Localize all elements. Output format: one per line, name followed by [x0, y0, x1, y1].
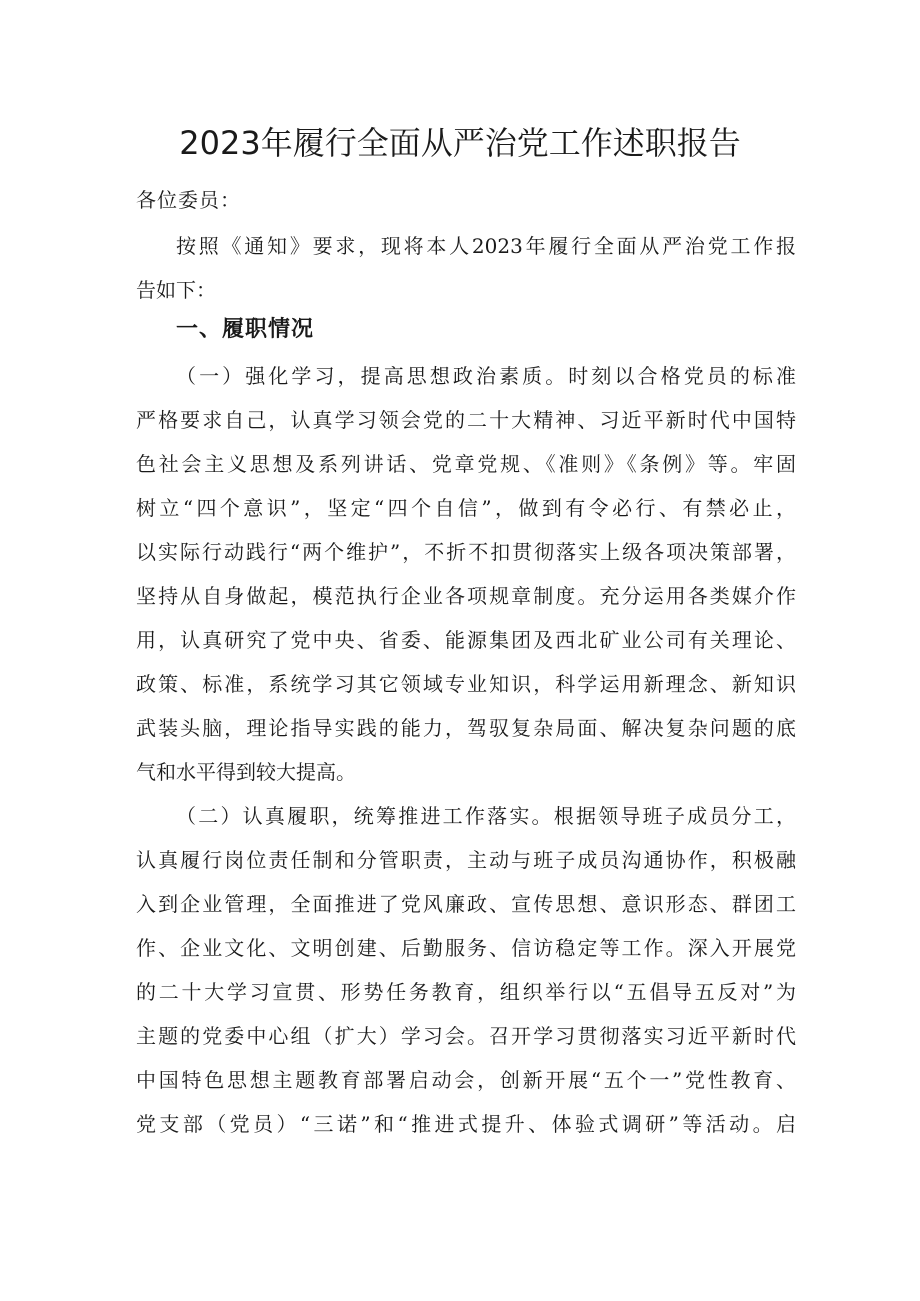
para1-line-1: （一）强化学习，提高思想政治素质。时刻以合格党员的标准 [176, 364, 796, 388]
intro-line-1: 按照《通知》要求，现将本人2023年履行全面从严治党工作报 [176, 234, 796, 258]
para1-line-3: 色社会主义思想及系列讲话、党章党规、《准则》《条例》等。牢固 [136, 452, 796, 476]
para1-line-8: 政策、标准，系统学习其它领域专业知识，科学运用新理念、新知识 [136, 672, 796, 696]
para2-line-1: （二）认真履职，统筹推进工作落实。根据领导班子成员分工， [176, 804, 796, 828]
intro-line-2: 告如下： [136, 278, 216, 302]
para2-line-8: 党支部（党员）“三诺”和“推进式提升、体验式调研”等活动。启 [136, 1112, 796, 1136]
para2-line-3: 入到企业管理，全面推进了党风廉政、宣传思想、意识形态、群团工 [136, 892, 796, 916]
para2-line-4: 作、企业文化、文明创建、后勤服务、信访稳定等工作。深入开展党 [136, 936, 796, 960]
para1-line-7: 用，认真研究了党中央、省委、能源集团及西北矿业公司有关理论、 [136, 628, 796, 652]
para1-line-10: 气和水平得到较大提高。 [136, 760, 356, 784]
para2-line-6: 主题的党委中心组（扩大）学习会。召开学习贯彻落实习近平新时代 [136, 1024, 796, 1048]
section-heading-1: 一、履职情况 [176, 317, 315, 342]
para1-line-5: 以实际行动践行“两个维护”，不折不扣贯彻落实上级各项决策部署， [136, 540, 796, 564]
para1-line-2: 严格要求自己，认真学习领会党的二十大精神、习近平新时代中国特 [136, 408, 796, 432]
salutation: 各位委员： [136, 188, 241, 212]
para1-line-6: 坚持从自身做起，模范执行企业各项规章制度。充分运用各类媒介作 [136, 584, 796, 608]
para2-line-2: 认真履行岗位责任制和分管职责，主动与班子成员沟通协作，积极融 [136, 848, 796, 872]
document-title: 2023年履行全面从严治党工作述职报告 [179, 124, 741, 162]
para1-line-4: 树立“四个意识”，坚定“四个自信”，做到有令必行、有禁必止， [136, 496, 796, 520]
para2-line-7: 中国特色思想主题教育部署启动会，创新开展“五个一”党性教育、 [136, 1068, 796, 1092]
para2-line-5: 的二十大学习宣贯、形势任务教育，组织举行以“五倡导五反对”为 [136, 980, 796, 1004]
para1-line-9: 武装头脑，理论指导实践的能力，驾驭复杂局面、解决复杂问题的底 [136, 716, 796, 740]
